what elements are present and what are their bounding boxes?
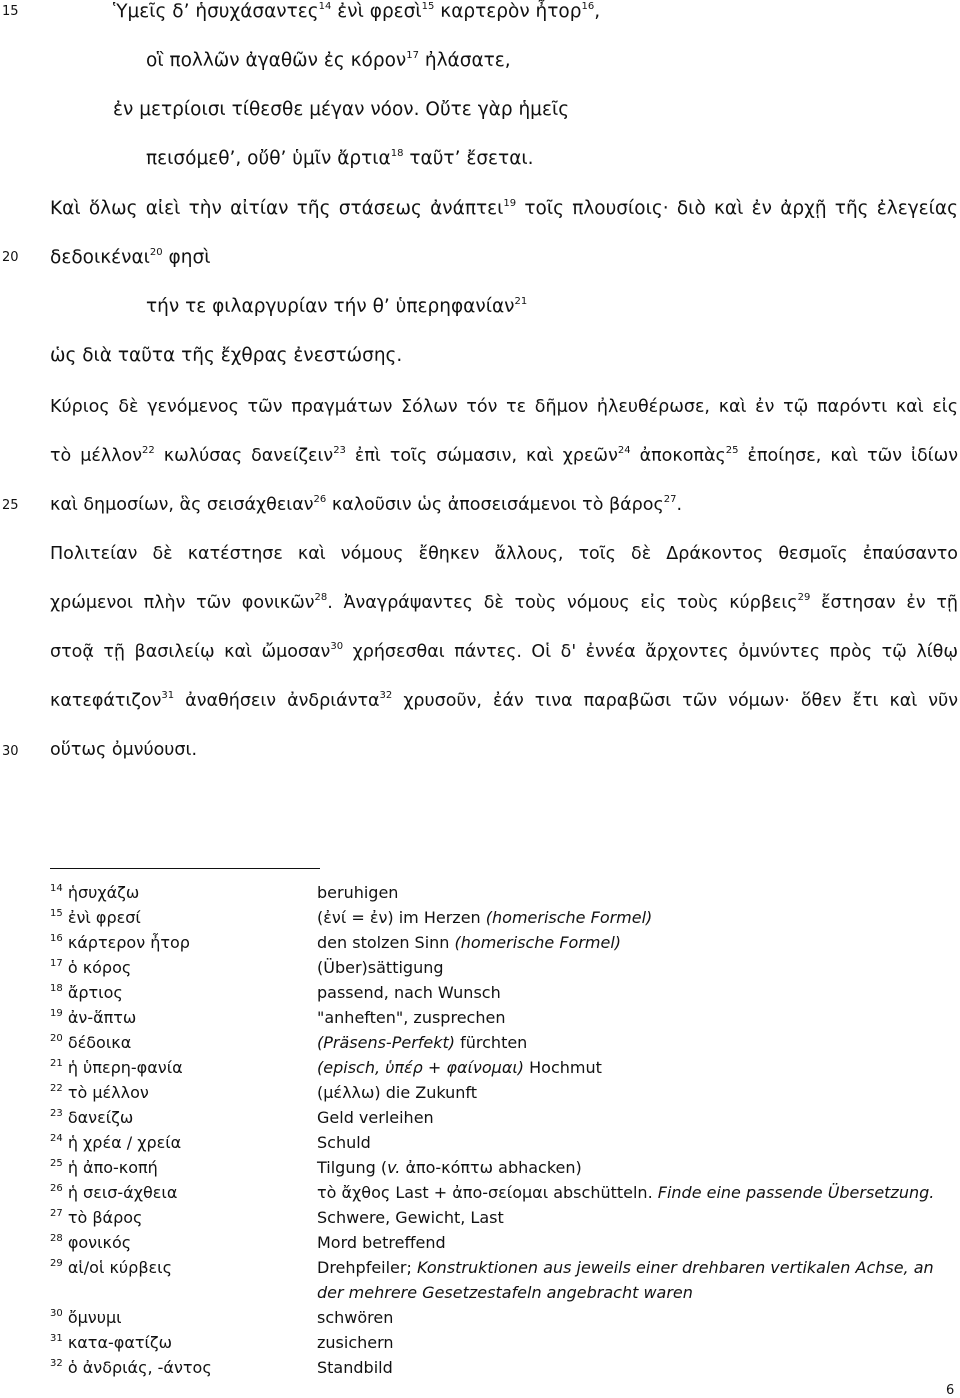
footnote-term: $^{16}$ κάρτερον ἦτορ <box>50 933 190 952</box>
footnote-term: $^{26}$ ἡ σεισ-άχθεια <box>50 1183 178 1202</box>
footnote-term: $^{15}$ ἐνὶ φρεσί <box>50 908 141 927</box>
footnote-term: $^{18}$ ἄρτιος <box>50 983 123 1002</box>
footnote-gloss: Mord betreffend <box>317 1233 446 1252</box>
footnote-ref: 31 <box>161 690 175 701</box>
footnote-gloss: Schuld <box>317 1133 371 1152</box>
prose-line: τήν τε φιλαργυρίαν τήν θ’ ὑπερηφανίαν$^{21}$ <box>146 296 528 317</box>
footnote-ref: 16 <box>581 1 595 12</box>
footnote-gloss: (ἐνί = ἐν) im Herzen (homerische Formel) <box>317 908 653 927</box>
prose-line: χρώμενοι πλὴν τῶν φονικῶν$^{28}$. Ἀναγράψαντες δὲ τοὺς νόμους εἰς τοὺς κύρβεις$^{29}$ ἔστησαν ἐν τῇ <box>50 592 958 613</box>
footnote-term: $^{30}$ ὄμνυμι <box>50 1308 122 1327</box>
footnote-ref: 20 <box>149 247 163 258</box>
footnote-gloss: "anheften", zusprechen <box>317 1008 506 1027</box>
footnote-gloss: Tilgung (v. ἀπο-κόπτω abhacken) <box>317 1158 582 1177</box>
verse-line: ἐν μετρίοισι τίθεσθε μέγαν νόον. Οὔτε γὰρ ἡμεῖς <box>113 99 570 120</box>
footnote-term: $^{29}$ αἱ/οἱ κύρβεις <box>50 1258 172 1277</box>
footnote-term: $^{14}$ ἡσυχάζω <box>50 883 140 902</box>
line-number: 25 <box>2 498 19 513</box>
footnote-ref: 28 <box>314 592 328 603</box>
footnote-gloss: schwören <box>317 1308 394 1327</box>
prose-line: Κύριος δὲ γενόμενος τῶν πραγμάτων Σόλων τόν τε δῆμον ἠλευθέρωσε, καὶ ἐν τῷ παρόντι καὶ εἰς <box>50 397 958 417</box>
prose-line: στοᾷ τῇ βασιλείῳ καὶ ὤμοσαν$^{30}$ χρήσεσθαι πάντες. Οἱ δ' ἐννέα ἄρχοντες ὀμνύντες πρὸς τῷ λίθῳ <box>50 641 958 662</box>
page-number: 6 <box>946 1383 955 1398</box>
verse-line: οἳ πολλῶν ἀγαθῶν ἐς κόρον$^{17}$ ἠλάσατε, <box>146 50 511 71</box>
footnote-ref: 26 <box>313 494 327 505</box>
prose-line: οὕτως ὀμνύουσι. <box>50 740 198 760</box>
footnote-term: $^{23}$ δανείζω <box>50 1108 134 1127</box>
footnote-ref: 25 <box>725 445 739 456</box>
line-number: 15 <box>2 4 19 19</box>
footnote-gloss: (episch, ὑπέρ + φαίνομαι) Hochmut <box>317 1058 602 1077</box>
footnote-term: $^{17}$ ὁ κόρος <box>50 958 132 977</box>
footnote-term: $^{28}$ φονικός <box>50 1233 132 1252</box>
footnote-ref: 17 <box>406 50 419 61</box>
footnote-term: $^{32}$ ὁ ἀνδριάς, -άντος <box>50 1358 212 1377</box>
prose-line: Καὶ ὅλως αἰεὶ τὴν αἰτίαν τῆς στάσεως ἀνάπτει$^{19}$ τοῖς πλουσίοις· διὸ καὶ ἐν ἀρχῇ τῆς ἐλεγείας <box>50 198 958 219</box>
footnote-ref: 22 <box>142 445 155 456</box>
prose-line: τὸ μέλλον$^{22}$ κωλύσας δανείζειν$^{23}$ ἐπὶ τοῖς σώμασιν, καὶ χρεῶν$^{24}$ ἀποκοπὰς$^{25}$ ἐποίησε, καὶ τῶν ἰδίων <box>50 445 959 466</box>
verse-line: Ὑμεῖς δ’ ἡσυχάσαντες$^{14}$ ἐνὶ φρεσὶ$^{15}$ καρτερὸν ἦτορ$^{16}$, <box>113 1 601 22</box>
footnote-term: $^{27}$ τὸ βάρος <box>50 1208 143 1227</box>
verse-line: πεισόμεθ’, οὔθ’ ὑμῖν ἄρτια$^{18}$ ταῦτ’ ἔσεται. <box>146 148 534 169</box>
prose-line: καὶ δημοσίων, ἃς σεισάχθειαν$^{26}$ καλοῦσιν ὡς ἀποσεισάμενοι τὸ βάρος$^{27}$. <box>50 494 683 515</box>
footnote-term: $^{25}$ ἡ ἀπο-κοπή <box>50 1158 158 1177</box>
footnote-gloss: Geld verleihen <box>317 1108 434 1127</box>
footnote-gloss: passend, nach Wunsch <box>317 983 501 1002</box>
footnote-ref: 19 <box>503 198 517 209</box>
footnote-ref: 29 <box>797 592 811 603</box>
footnote-ref: 18 <box>390 148 404 159</box>
line-number: 20 <box>2 250 19 265</box>
footnote-ref: 32 <box>379 690 393 701</box>
footnote-ref: 15 <box>421 1 435 12</box>
footnote-gloss-continued: der mehrere Gesetzestafeln angebracht waren <box>317 1283 693 1302</box>
footnote-ref: 23 <box>333 445 346 456</box>
prose-line: κατεφάτιζον$^{31}$ ἀναθήσειν ἀνδριάντα$^{32}$ χρυσοῦν, ἐάν τινα παραβῶσι τῶν νόμων· ὅθεν ἔτι καὶ νῦν <box>50 690 958 711</box>
footnote-term: $^{20}$ δέδοικα <box>50 1033 132 1052</box>
footnote-gloss: Standbild <box>317 1358 393 1377</box>
footnote-ref: 30 <box>330 641 344 652</box>
footnote-gloss: τὸ ἄχθος Last + ἀπο-σείομαι abschütteln. Finde eine passende Übersetzung. <box>317 1183 935 1202</box>
footnote-term: $^{22}$ τὸ μέλλον <box>50 1083 149 1102</box>
footnote-separator <box>50 868 320 869</box>
footnote-term: $^{19}$ ἀν-ἅπτω <box>50 1008 137 1027</box>
footnote-term: $^{24}$ ἡ χρέα / χρεία <box>50 1133 182 1152</box>
footnote-gloss: Schwere, Gewicht, Last <box>317 1208 504 1227</box>
footnote-ref: 27 <box>663 494 677 505</box>
footnote-ref: 21 <box>514 296 528 307</box>
prose-line: δεδοικέναι$^{20}$ φησὶ <box>50 247 211 268</box>
footnote-term: $^{31}$ κατα-φατίζω <box>50 1333 173 1352</box>
footnote-term: $^{21}$ ἡ ὑπερη-φανία <box>50 1058 183 1077</box>
footnote-gloss: (μέλλω) die Zukunft <box>317 1083 478 1102</box>
footnote-ref: 24 <box>617 445 631 456</box>
prose-line: Πολιτείαν δὲ κατέστησε καὶ νόμους ἔθηκεν ἄλλους, τοῖς δὲ Δράκοντος θεσμοῖς ἐπαύσαντο <box>50 544 958 564</box>
footnote-gloss: (Präsens-Perfekt) fürchten <box>317 1033 528 1052</box>
footnote-ref: 14 <box>318 1 332 12</box>
prose-line: ὡς διὰ ταῦτα τῆς ἔχθρας ἐνεστώσης. <box>50 345 403 366</box>
footnote-gloss: (Über)sättigung <box>317 958 444 977</box>
footnote-gloss: beruhigen <box>317 883 399 902</box>
footnote-gloss: zusichern <box>317 1333 394 1352</box>
line-number: 30 <box>2 744 19 759</box>
footnote-gloss: Drehpfeiler; Konstruktionen aus jeweils einer drehbaren vertikalen Achse, an <box>317 1258 934 1277</box>
footnote-gloss: den stolzen Sinn (homerische Formel) <box>317 933 622 952</box>
